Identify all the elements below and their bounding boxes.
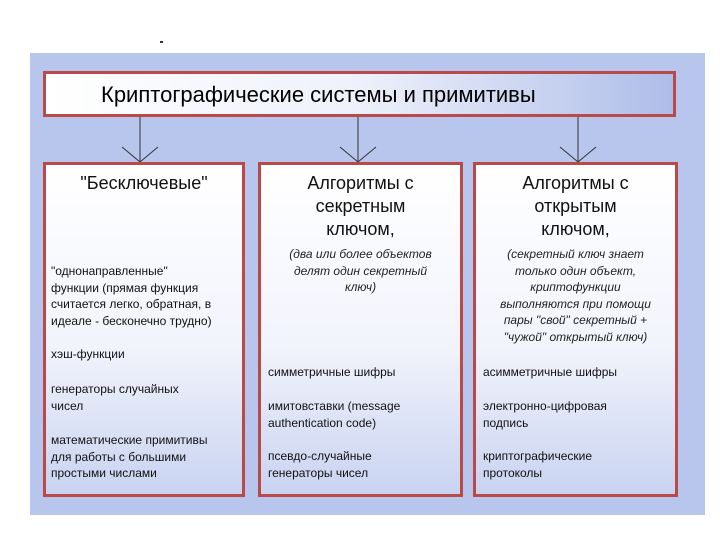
item-line: простыми числами <box>51 466 157 480</box>
column-heading-secret-key <box>263 172 458 241</box>
note-line: ключ) <box>344 280 377 294</box>
list-item <box>51 432 207 482</box>
heading-line: секретным <box>315 196 406 216</box>
item-line: чисел <box>51 398 84 413</box>
item-line: асимметричные шифры <box>483 365 618 379</box>
item-line: authentication code) <box>268 415 377 430</box>
item-line: имитовставки (message <box>268 399 401 413</box>
list-item <box>483 364 617 381</box>
note-line: "чужой" открытый ключ) <box>503 329 648 344</box>
list-item <box>268 448 372 481</box>
note-line: пары "свой" секретный + <box>503 313 648 327</box>
item-line: математические примитивы <box>51 433 208 447</box>
item-line: криптографические <box>483 449 593 463</box>
note-line: (секретный ключ знает <box>507 247 644 261</box>
item-line: хэш-функции <box>51 347 125 361</box>
list-item <box>483 448 592 481</box>
column-heading-keyless: "Бесключевые" <box>80 173 208 193</box>
list-item <box>51 381 179 414</box>
item-line: подпись <box>483 415 529 430</box>
diagram-title: Криптографические системы и примитивы <box>101 82 536 107</box>
heading-line: ключом, <box>541 219 610 239</box>
item-line: генераторы чисел <box>268 465 369 480</box>
list-item <box>268 364 395 381</box>
item-line: симметричные шифры <box>268 365 396 379</box>
item-line: генераторы случайных <box>51 382 179 396</box>
heading-line: открытым <box>534 196 617 216</box>
heading-line: Алгоритмы с <box>522 173 629 193</box>
item-line: псевдо-случайные <box>268 449 372 463</box>
heading-line: Алгоритмы с <box>307 173 414 193</box>
note-line: криптофункции <box>530 280 621 294</box>
list-item <box>51 346 125 363</box>
note-line: делят один секретный <box>294 263 427 278</box>
note-line: считается легко, обратная, в <box>51 297 212 311</box>
keyless-note <box>51 263 212 329</box>
note-line: функции (прямая функция <box>51 280 199 295</box>
public-key-note <box>478 246 673 345</box>
note-line: "однонаправленные" <box>51 264 168 278</box>
note-line: только один объект, <box>514 263 637 278</box>
note-line: выполняются при помощи <box>500 296 651 311</box>
heading-line: ключом, <box>326 219 395 239</box>
note-line: идеале - бесконечно трудно) <box>51 313 212 328</box>
item-line: для работы с большими <box>51 449 187 464</box>
list-item <box>268 398 400 431</box>
list-item <box>483 398 607 431</box>
item-line: электронно-цифровая <box>483 399 607 413</box>
secret-key-note <box>263 246 458 296</box>
note-line: (два или более объектов <box>289 247 432 261</box>
column-heading-public-key <box>478 172 673 241</box>
item-line: протоколы <box>483 465 543 480</box>
